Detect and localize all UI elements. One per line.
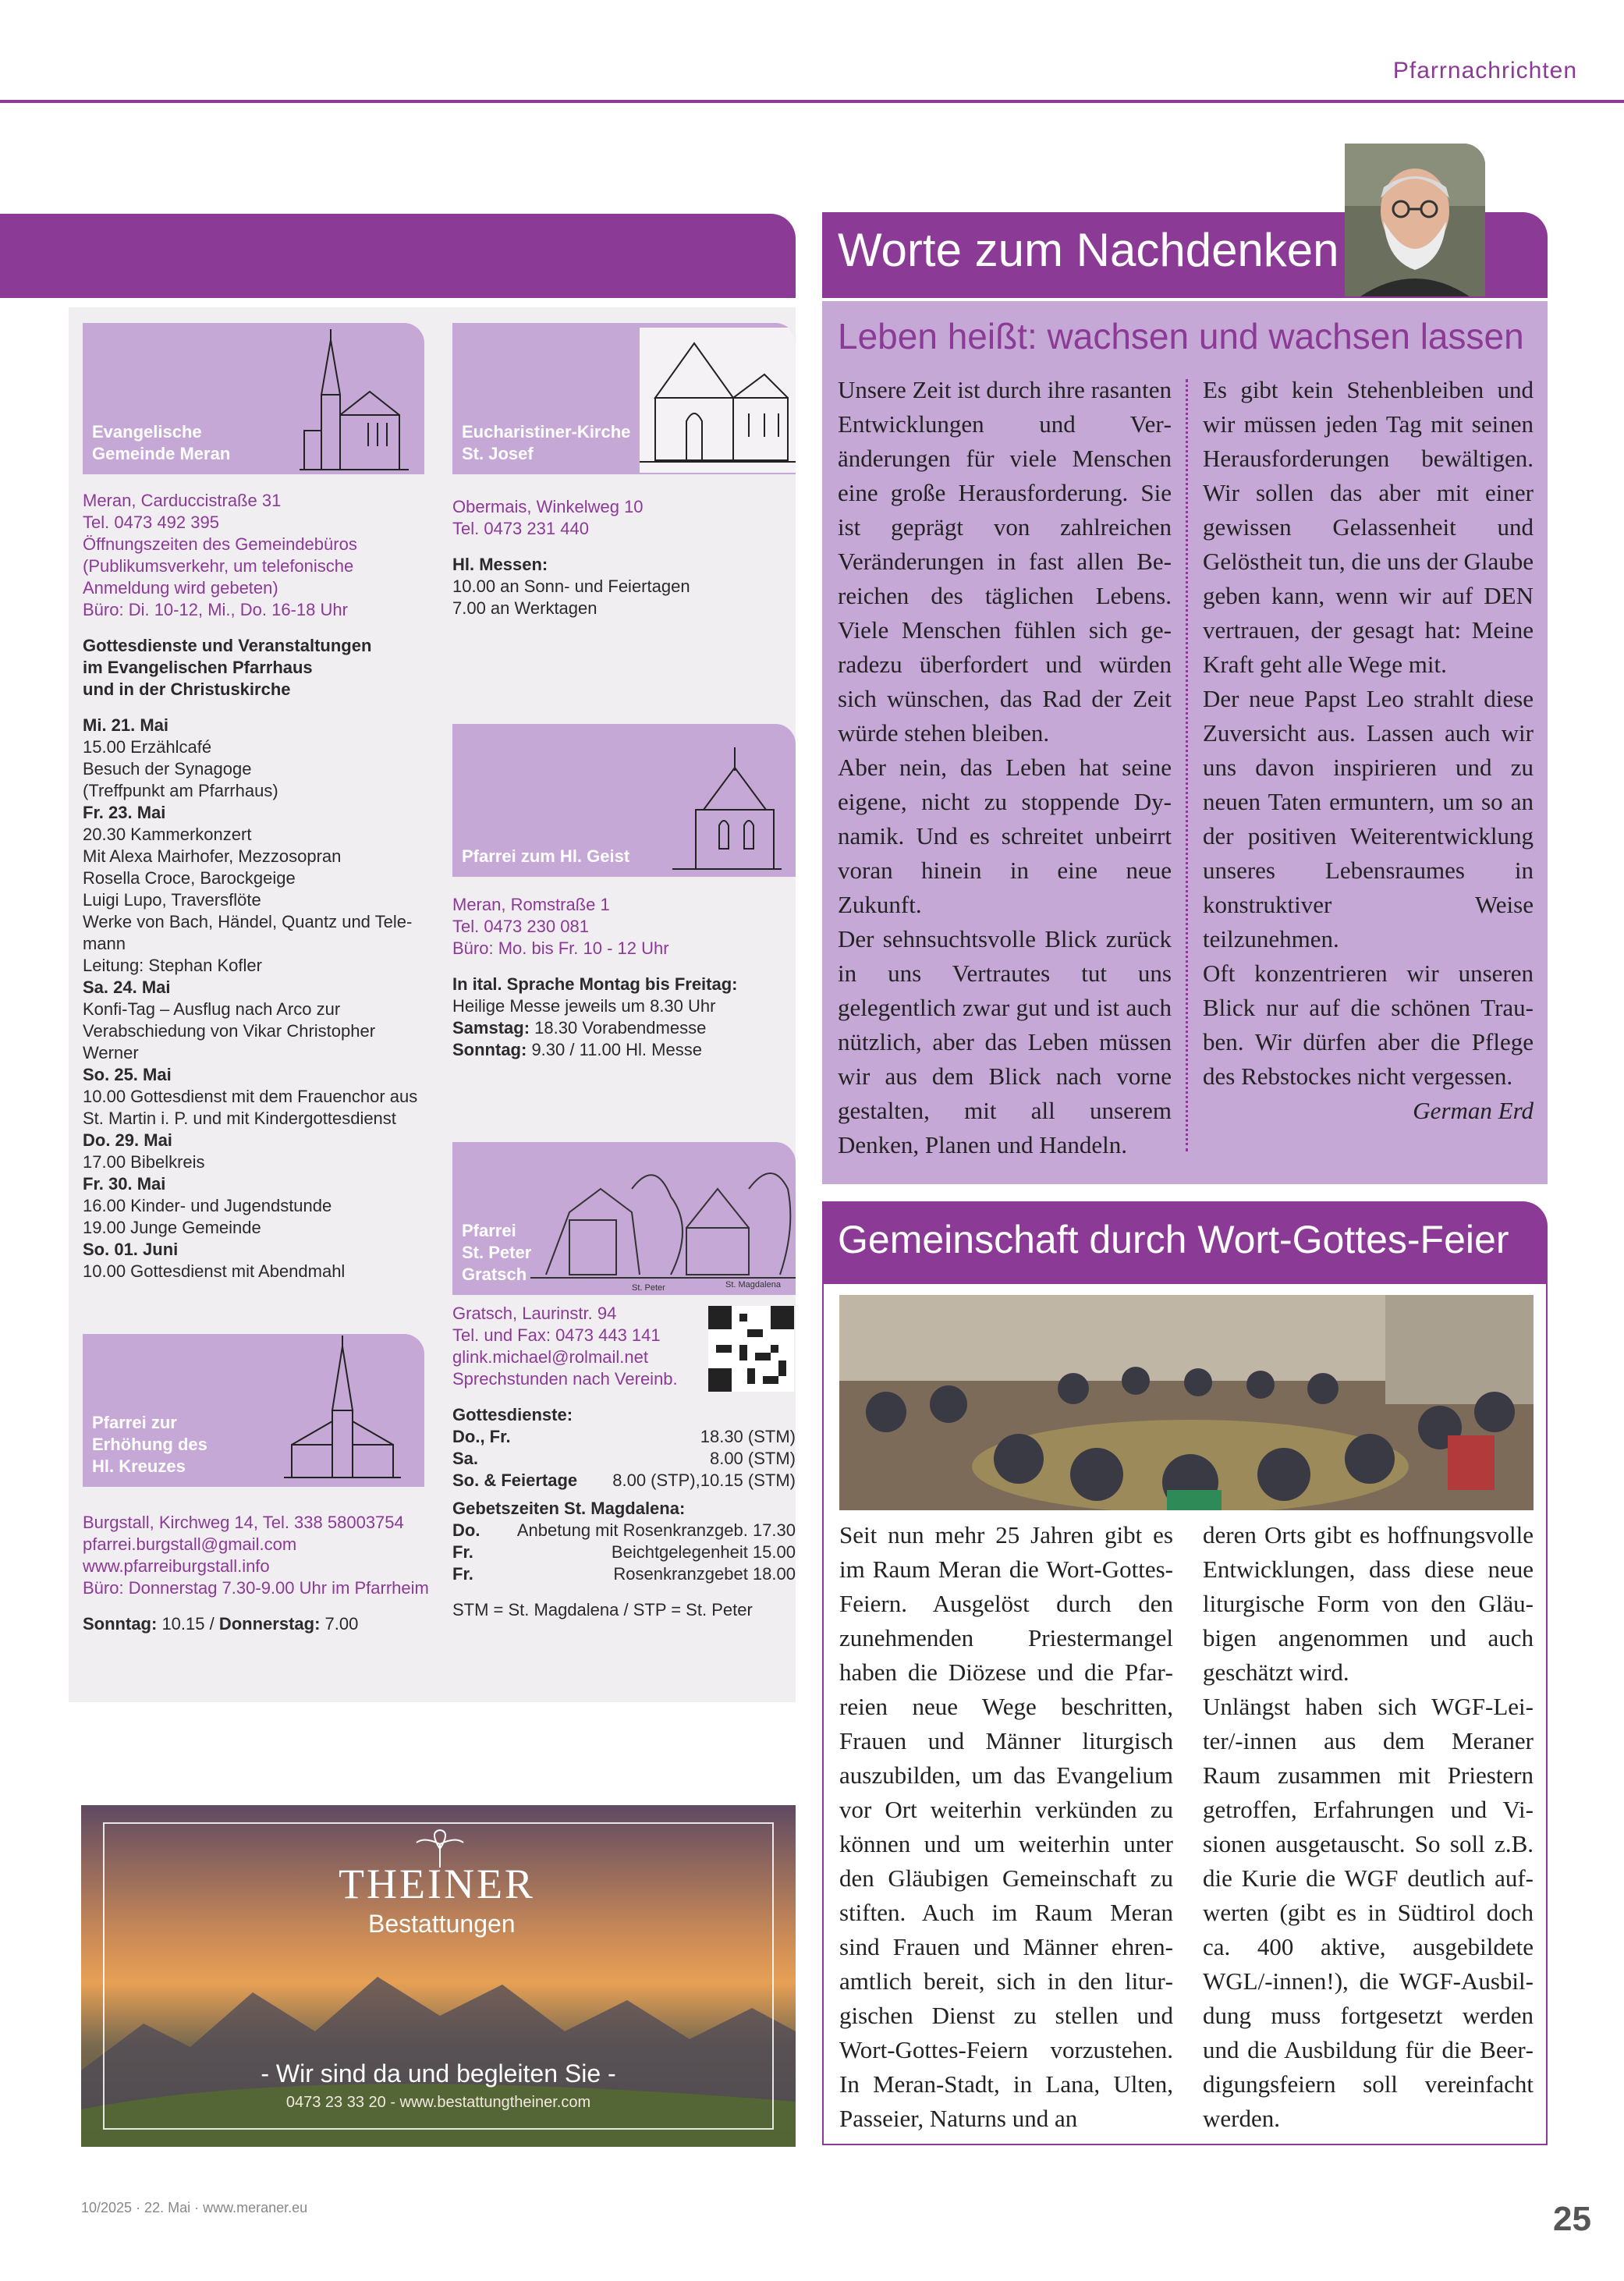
event-line: mann (83, 934, 126, 953)
josef-caption-2: St. Josef (462, 444, 534, 463)
peter-caption-2: St. Peter (462, 1243, 532, 1262)
ad-brand-subtitle: Bestattungen (368, 1910, 516, 1938)
evangelisch-heading-1: Gottesdienste und Veranstaltungen (83, 636, 372, 655)
josef-phone: Tel. 0473 231 440 (452, 519, 589, 538)
event-date: Fr. 30. Mai (83, 1174, 166, 1194)
erhoehung-caption-3: Hl. Kreuzes (92, 1456, 186, 1476)
service-day: Do., Fr. (452, 1427, 511, 1446)
prayer-text: Anbetung mit Rosenkranzgeb. 17.30 (516, 1520, 796, 1540)
article1-author: German Erd (1413, 1097, 1534, 1124)
event-date: Do. 29. Mai (83, 1130, 172, 1150)
churches-sketch-icon (515, 1142, 796, 1295)
article2-title: Gemeinschaft durch Wort-Gottes-Feier (838, 1218, 1509, 1261)
event-line: 20.30 Kammerkonzert (83, 825, 252, 844)
qr-code-icon[interactable] (708, 1306, 794, 1392)
peter-email[interactable]: glink.michael@rolmail.net (452, 1347, 648, 1367)
event-line: Konfi-Tag – Ausflug nach Arco zur (83, 999, 341, 1019)
evangelisch-hours-1: Öffnungszeiten des Gemeindebüros (83, 534, 357, 554)
service-time: 8.00 (STM) (709, 1449, 796, 1468)
event-date: Fr. 23. Mai (83, 803, 166, 822)
geist-saturday: Samstag: 18.30 Vorabendmesse (452, 1018, 707, 1038)
service-row (452, 1426, 796, 1448)
service-day: Sa. (452, 1449, 479, 1468)
sketch-label-magdalena: St. Magdalena (725, 1280, 781, 1289)
service-time: 18.30 (STM) (700, 1427, 796, 1446)
evangelisch-info (83, 490, 426, 1282)
footer-issue: 10/2025 · 22. Mai · www.meraner.eu (81, 2200, 308, 2215)
article2-column-1: Seit nun mehr 25 Jahren gibt es im Raum Meran die Wort-Gottes-Feiern. Ausgelöst durch den zunehmenden Priestermangel haben die Diözese und die Pfarreien neue Wege beschritten, Frauen und Männer liturgisch auszubilden, um das Evangelium vor Ort weiterhin verkünden zu können und um weiterhin unter den Gläubigen Gemeinschaft zu stiften. Auch im Raum Meran sind Frauen und Männer ehrenamtlich bereit, sich in den liturgischen Dienst zu stellen und Wort-Gottes-Feiern vorzustehen. In Meran-Stadt, in Lana, Ulten, Passeier, Naturns und an (839, 1521, 1173, 2132)
ad-slogan: - Wir sind da und begleiten Sie - (261, 2059, 616, 2088)
chapel-sketch-icon (640, 328, 796, 473)
peter-caption-1: Pfarrei (462, 1221, 516, 1240)
prayer-day: Do. (452, 1520, 480, 1540)
peter-phone: Tel. und Fax: 0473 443 141 (452, 1325, 661, 1345)
geist-ital-value: Heilige Messe jeweils um 8.30 Uhr (452, 996, 716, 1016)
peter-image (452, 1142, 796, 1295)
church-sketch-icon (284, 1336, 401, 1484)
geist-info (452, 894, 796, 1061)
service-times (452, 1426, 796, 1492)
event-date: So. 01. Juni (83, 1240, 179, 1259)
church-sketch-icon (672, 747, 782, 872)
event-line: Mit Alexa Mairhofer, Mezzosopran (83, 846, 342, 866)
service-time: 8.00 (STP),10.15 (STM) (612, 1470, 796, 1490)
event-date: So. 25. Mai (83, 1065, 172, 1084)
article1-title: Worte zum Nachdenken (838, 224, 1339, 276)
event-date: Mi. 21. Mai (83, 715, 169, 735)
sketch-label-peter: St. Peter (632, 1283, 665, 1293)
geist-ital-label: In ital. Sprache Montag bis Freitag: (452, 974, 738, 994)
prayer-day: Fr. (452, 1542, 473, 1562)
event-date: Sa. 24. Mai (83, 977, 171, 997)
peter-legend: STM = St. Magdalena / STP = St. Peter (452, 1600, 753, 1619)
evangelisch-address: Meran, Carduccistraße 31 (83, 491, 282, 510)
evangelisch-caption-2: Gemeinde Meran (92, 444, 231, 463)
column-divider (1186, 379, 1188, 1151)
josef-info (452, 496, 796, 619)
event-line: Luigi Lupo, Traversflöte (83, 890, 261, 910)
prayer-row (452, 1520, 796, 1541)
article1-subtitle: Leben heißt: wachsen und wachsen lassen (838, 316, 1524, 357)
josef-address: Obermais, Winkelweg 10 (452, 497, 644, 516)
evangelisch-heading-2: im Evangelischen Pfarrhaus (83, 658, 313, 677)
service-day: So. & Feiertage (452, 1470, 578, 1490)
ad-brand: THEINER (339, 1861, 535, 1907)
prayer-row (452, 1541, 796, 1563)
peter-services-label: Gottesdienste: (452, 1405, 573, 1424)
event-line: Rosella Croce, Barockgeige (83, 868, 296, 888)
evangelisch-hours-2: (Publikumsverkehr, um telefonische (83, 556, 354, 576)
event-line: Verabschiedung von Vikar Christopher Werner (83, 1021, 376, 1062)
page-number: 25 (1553, 2200, 1591, 2238)
event-line: 10.00 Gottesdienst mit dem Frauenchor aus (83, 1087, 418, 1106)
geist-caption: Pfarrei zum Hl. Geist (462, 846, 630, 866)
erhoehung-email[interactable]: pfarrei.burgstall@gmail.com (83, 1534, 297, 1554)
evangelisch-caption-1: Evangelische (92, 422, 202, 442)
service-row (452, 1448, 796, 1470)
article2-title-bar (822, 1201, 1548, 1284)
josef-image (452, 323, 796, 474)
josef-masses-2: 7.00 an Werktagen (452, 598, 597, 618)
group-photo (839, 1295, 1534, 1510)
peter-caption-3: Gratsch (462, 1265, 527, 1284)
section-label: Pfarrnachrichten (1392, 58, 1577, 83)
geist-image (452, 724, 796, 877)
prayer-text: Beichtgelegenheit 15.00 (611, 1542, 796, 1562)
prayer-row (452, 1563, 796, 1585)
left-title-bar (0, 214, 796, 298)
article1-column-1: Unsere Zeit ist durch ihre rasanten Entwicklungen und Veränderungen für viele Menschen eine große Herausforderung. Sie ist geprägt von zahlreichen Veränderungen in fast allen Bereichen des täglichen Lebens. Viele Menschen fühlen sich geradezu überfordert und würden sich wünschen, das Rad der Zeit würde stehen bleiben. Aber nein, das Leben hat seine eigene, nicht zu stoppende Dynamik. Und es schreitet unbeirrt voran hinein in eine neue Zukunft. Der sehnsuchtsvolle Blick zurück in uns Vertrautes tut uns gelegentlich zwar gut und ist auch nützlich, aber das Leben müssen wir aus dem Blick nach vorne gestalten, mit all unserem Denken, Planen und Handeln. (838, 376, 1172, 1158)
geist-phone: Tel. 0473 230 081 (452, 917, 589, 936)
geist-address: Meran, Romstraße 1 (452, 895, 610, 914)
event-line: Leitung: Stephan Kofler (83, 956, 262, 975)
event-line: 10.00 Gottesdienst mit Abendmahl (83, 1261, 346, 1281)
erhoehung-web[interactable]: www.pfarreiburgstall.info (83, 1556, 270, 1576)
service-row (452, 1470, 796, 1492)
event-line: 15.00 Erzählcafé (83, 737, 212, 757)
josef-masses-label: Hl. Messen: (452, 555, 548, 574)
peter-office: Sprechstunden nach Vereinb. (452, 1369, 678, 1389)
event-line: 19.00 Junge Gemeinde (83, 1218, 261, 1237)
erhoehung-address: Burgstall, Kirchweg 14, Tel. 338 58003754 (83, 1513, 404, 1532)
evangelisch-phone: Tel. 0473 492 395 (83, 513, 219, 532)
theiner-advertisement[interactable] (81, 1805, 796, 2147)
event-line: Besuch der Synagoge (83, 759, 252, 779)
josef-masses-1: 10.00 an Sonn- und Feiertagen (452, 576, 690, 596)
evangelisch-image (83, 323, 424, 474)
event-line: St. Martin i. P. und mit Kindergottesdienst (83, 1109, 396, 1128)
article-reflection (822, 301, 1548, 1184)
ad-contact[interactable]: 0473 23 33 20 - www.bestattungtheiner.com (285, 2094, 591, 2111)
evangelisch-hours-4: Büro: Di. 10-12, Mi., Do. 16-18 Uhr (83, 600, 348, 619)
article2-column-2: deren Orts gibt es hoffnungsvolle Entwicklungen, dass diese neue liturgische Form von den Gläubigen angenommen und auch geschätzt wird. Unlängst haben sich WGF-Leiter/-innen aus dem Meraner Raum zusammen mit Priestern getroffen, Erfahrungen und Visionen ausgetauscht. So soll z.B. die Kurie die WGF deutlich aufwerten (gibt es in Südtirol doch ca. 400 aktive, ausgebildete WGL/-innen!), die WGF-Ausbildung muss fortgesetzt werden und die Ausbildung für die Beerdigungsfeiern soll vereinfacht werden. (1203, 1521, 1534, 2132)
erhoehung-office: Büro: Donnerstag 7.30-9.00 Uhr im Pfarrheim (83, 1578, 429, 1598)
prayer-text: Rosenkranzgebet 18.00 (613, 1564, 796, 1584)
erhoehung-mass-times: Sonntag: 10.15 / Donnerstag: 7.00 (83, 1614, 359, 1634)
geist-sunday: Sonntag: 9.30 / 11.00 Hl. Messe (452, 1040, 702, 1059)
geist-office: Büro: Mo. bis Fr. 10 - 12 Uhr (452, 938, 669, 958)
erhoehung-info (83, 1512, 434, 1635)
evangelisch-hours-3: Anmeldung wird gebeten) (83, 578, 278, 598)
event-list (83, 715, 426, 1282)
erhoehung-caption-2: Erhöhung des (92, 1435, 207, 1454)
prayer-times (452, 1520, 796, 1585)
event-line: Werke von Bach, Händel, Quantz und Tele- (83, 912, 413, 931)
article1-column-2: Es gibt kein Stehenbleiben und wir müssen jeden Tag mit seinen Herausforderungen bewältigen. Wir sollen das aber mit einer gewissen Gelassenheit und Gelöstheit tun, die uns der Glaube geben kann, wenn wir auf DEN vertrauen, der gesagt hat: Meine Kraft geht alle Wege mit. Der neue Papst Leo strahlt diese Zuversicht aus. Lassen auch wir uns davon inspirieren und zu neuen Taten ermuntern, um so an der positiven Weiterentwicklung unseres Lebensraumes in konstruktiver Weise teilzunehmen. Oft konzentrieren wir unseren Blick nur auf die schönen Trauben. Wir dürfen aber die Pflege des Rebstockes nicht vergessen. German Erd (1203, 373, 1534, 1128)
prayer-day: Fr. (452, 1564, 473, 1584)
article-community (822, 1284, 1548, 2145)
church-sketch-icon (300, 329, 409, 473)
event-line: (Treffpunkt am Pfarrhaus) (83, 781, 278, 800)
erhoehung-image (83, 1334, 424, 1487)
peter-address: Gratsch, Laurinstr. 94 (452, 1304, 617, 1323)
evangelisch-heading-3: und in der Christuskirche (83, 679, 291, 699)
erhoehung-caption-1: Pfarrei zur (92, 1413, 177, 1432)
parish-listings-panel (69, 307, 796, 1702)
event-line: 16.00 Kinder- und Jugendstunde (83, 1196, 332, 1215)
header-rule (0, 100, 1624, 103)
author-portrait (1345, 144, 1485, 296)
peter-prayer-label: Gebetszeiten St. Magdalena: (452, 1499, 686, 1518)
event-line: 17.00 Bibelkreis (83, 1152, 205, 1172)
josef-caption-1: Eucharistiner-Kirche (462, 422, 631, 442)
